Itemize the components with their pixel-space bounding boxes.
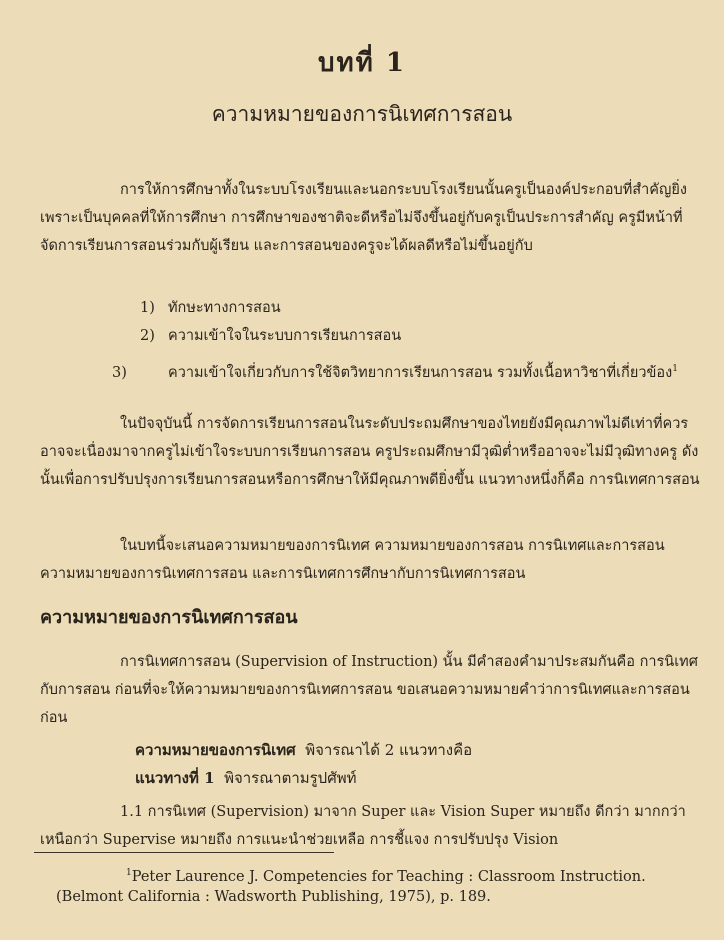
list-item — [112, 356, 700, 386]
subheading-approach — [135, 766, 357, 790]
subheading-text: พิจารณาตามรูปศัพท์ — [224, 769, 357, 787]
footnote-ref: 1 — [672, 364, 678, 374]
subheading-bold: แนวทางที่ 1 — [135, 769, 215, 787]
subheading-text: พิจารณาได้ 2 แนวทางคือ — [305, 741, 473, 759]
list-text: ทักษะทางการสอน — [168, 300, 281, 316]
footnote-text: Peter Laurence J. Competencies for Teaching : Classroom Instruction. — [131, 868, 646, 885]
paragraph-definition: การนิเทศการสอน (Supervision of Instruction) นั้น มีคำสองคำมาประสมกันคือ การนิเทศกับการสอน ก่อนที่จะให้ความหมายของการนิเทศการสอน ขอเสนอความหมายคำว่าการนิเทศและการสอนก่อน — [40, 654, 698, 726]
paragraph-intro: การให้การศึกษาทั้งในระบบโรงเรียนและนอกระบบโรงเรียนนั้นครูเป็นองค์ประกอบที่สำคัญยิ่ง เพราะเป็นบุคคลที่ให้การศึกษา การศึกษาของชาติจะดีหรือไม่จึงขึ้นอยู่กับครูเป็นประการสำคัญ ครูมีหน้าที่จัดการเรียนการสอนร่วมกับผู้เรียน และการสอนของครูจะได้ผลดีหรือไม่ขึ้นอยู่กับ — [40, 182, 687, 254]
list-number: 1) — [140, 300, 155, 316]
chapter-number: บทที่ 1 — [318, 48, 406, 78]
chapter-title: ความหมายของการนิเทศการสอน — [211, 102, 513, 126]
subheading-meaning — [135, 738, 472, 762]
paragraph-supervision-etymology: 1.1 การนิเทศ (Supervision) มาจาก Super และ Vision Super หมายถึง ดีกว่า มากกว่า เหนือกว่า Supervise หมายถึง การแนะนำช่วยเหลือ การชี้แจง การปรับปรุง Vision — [40, 804, 686, 848]
list-text: ความเข้าใจในระบบการเรียนการสอน — [168, 328, 402, 344]
list-text: ความเข้าใจเกี่ยวกับการใช้จิตวิทยาการเรียนการสอน รวมทั้งเนื้อหาวิชาที่เกี่ยวข้อง — [168, 364, 673, 381]
list-item — [140, 295, 700, 321]
footnote-line — [38, 862, 708, 888]
paragraph-chapter-scope: ในบทนี้จะเสนอความหมายของการนิเทศ ความหมายของการสอน การนิเทศและการสอน ความหมายของการนิเทศการสอน และการนิเทศการศึกษากับการนิเทศการสอน — [40, 538, 665, 582]
paragraph-current-state: ในปัจจุบันนี้ การจัดการเรียนการสอนในระดับประถมศึกษาของไทยยังมีคุณภาพไม่ดีเท่าที่ควร อาจจะเนื่องมาจากครูไม่เข้าใจระบบการเรียนการสอน ครูประถมศึกษามีวุฒิต่ำหรืออาจจะไม่มีวุฒิทางครู ดังนั้นเพื่อการปรับปรุงการเรียนการสอนหรือการศึกษาให้มีคุณภาพดียิ่งขึ้น แนวทางหนึ่งก็คือ การนิเทศการสอน — [40, 416, 700, 488]
footnote-mark: 1 — [126, 868, 132, 878]
list-item — [140, 323, 700, 349]
footnote-divider — [34, 852, 334, 853]
footnote-line: (Belmont California : Wadsworth Publishing, 1975), p. 189. — [56, 889, 491, 905]
list-number: 3) — [112, 364, 127, 381]
subheading-bold: ความหมายของการนิเทศ — [135, 741, 296, 759]
section-heading: ความหมายของการนิเทศการสอน — [40, 607, 298, 628]
list-number: 2) — [140, 328, 155, 344]
